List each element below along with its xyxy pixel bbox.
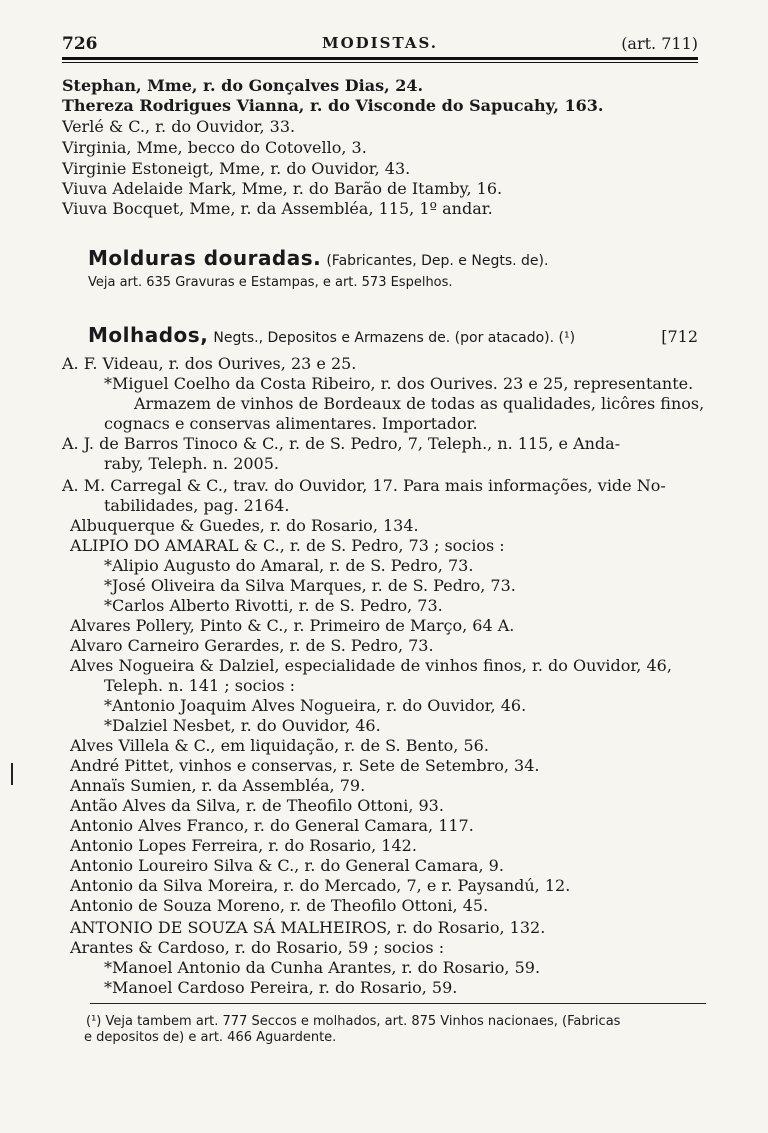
list-item: A. M. Carregal & C., trav. do Ouvidor, 17. Para mais informações, vide No-	[62, 476, 666, 495]
list-item: ALIPIO DO AMARAL & C., r. de S. Pedro, 73 ; socios :	[70, 536, 505, 555]
article-number: [712	[661, 327, 698, 346]
margin-mark	[11, 763, 13, 785]
list-item: Albuquerque & Guedes, r. do Rosario, 134.	[70, 516, 419, 535]
page-number: 726	[62, 34, 98, 54]
list-item: cognacs e conservas alimentares. Importador.	[104, 414, 478, 433]
list-item: *Dalziel Nesbet, r. do Ouvidor, 46.	[104, 716, 381, 735]
list-item: *Miguel Coelho da Costa Ribeiro, r. dos Ourives. 23 e 25, representante.	[104, 374, 694, 393]
list-item: tabilidades, pag. 2164.	[104, 496, 290, 515]
list-item: Antonio da Silva Moreira, r. do Mercado, 7, e r. Paysandú, 12.	[70, 876, 571, 895]
list-item: Alvaro Carneiro Gerardes, r. de S. Pedro, 73.	[70, 636, 434, 655]
list-item: Annaïs Sumien, r. da Assembléa, 79.	[70, 776, 366, 795]
list-item: *Manoel Antonio da Cunha Arantes, r. do Rosario, 59.	[104, 958, 541, 977]
header-rule	[62, 57, 698, 60]
section-heading: Molduras douradas.	[88, 246, 322, 270]
section-subtitle: Negts., Depositos e Armazens de. (por atacado). (¹)	[213, 330, 576, 346]
footnote-rule	[90, 1003, 706, 1004]
list-item: Viuva Adelaide Mark, Mme, r. do Barão de Itamby, 16.	[62, 179, 503, 198]
section-heading: Molhados,	[88, 323, 209, 347]
header-article-ref: (art. 711)	[621, 34, 698, 53]
list-item: raby, Teleph. n. 2005.	[104, 454, 279, 473]
list-item: Antonio Lopes Ferreira, r. do Rosario, 142.	[70, 836, 417, 855]
list-item: Alves Villela & C., em liquidação, r. de S. Bento, 56.	[70, 736, 489, 755]
header-rule-thin	[62, 62, 698, 63]
list-item: *Antonio Joaquim Alves Nogueira, r. do Ouvidor, 46.	[104, 696, 527, 715]
footnote-continuation: e depositos de) e art. 466 Aguardente.	[84, 1030, 337, 1045]
list-item: A. J. de Barros Tinoco & C., r. de S. Pedro, 7, Teleph., n. 115, e Anda-	[62, 434, 621, 453]
section-subtitle: (Fabricantes, Dep. e Negts. de).	[326, 253, 549, 269]
page-title: MODISTAS.	[321, 34, 439, 52]
list-item: ANTONIO DE SOUZA SÁ MALHEIROS, r. do Rosario, 132.	[70, 918, 546, 937]
list-item: Armazem de vinhos de Bordeaux de todas as qualidades, licôres finos,	[134, 394, 705, 413]
section-molhados	[88, 325, 575, 348]
list-item: Stephan, Mme, r. do Gonçalves Dias, 24.	[62, 76, 424, 95]
list-item: *José Oliveira da Silva Marques, r. de S. Pedro, 73.	[104, 576, 516, 595]
list-item: Virginia, Mme, becco do Cotovello, 3.	[62, 138, 367, 157]
page-header	[62, 30, 698, 56]
see-also-note: Veja art. 635 Gravuras e Estampas, e art. 573 Espelhos.	[88, 275, 453, 290]
section-molduras	[88, 248, 548, 271]
list-item: Verlé & C., r. do Ouvidor, 33.	[62, 117, 296, 136]
list-item: *Alipio Augusto do Amaral, r. de S. Pedro, 73.	[104, 556, 474, 575]
list-item: *Carlos Alberto Rivotti, r. de S. Pedro, 73.	[104, 596, 443, 615]
list-item: Teleph. n. 141 ; socios :	[104, 676, 296, 695]
list-item: Viuva Bocquet, Mme, r. da Assembléa, 115, 1º andar.	[62, 199, 493, 218]
list-item: Antonio Loureiro Silva & C., r. do General Camara, 9.	[70, 856, 504, 875]
list-item: *Manoel Cardoso Pereira, r. do Rosario, 59.	[104, 978, 458, 997]
footnote: (¹) Veja tambem art. 777 Seccos e molhados, art. 875 Vinhos nacionaes, (Fabricas	[86, 1014, 621, 1029]
list-item: Virginie Estoneigt, Mme, r. do Ouvidor, 43.	[62, 159, 411, 178]
list-item: A. F. Videau, r. dos Ourives, 23 e 25.	[62, 354, 357, 373]
list-item: Arantes & Cardoso, r. do Rosario, 59 ; socios :	[70, 938, 445, 957]
list-item: Alves Nogueira & Dalziel, especialidade de vinhos finos, r. do Ouvidor, 46,	[70, 656, 672, 675]
list-item: André Pittet, vinhos e conservas, r. Sete de Setembro, 34.	[70, 756, 540, 775]
list-item: Antonio Alves Franco, r. do General Camara, 117.	[70, 816, 474, 835]
list-item: Antonio de Souza Moreno, r. de Theofilo Ottoni, 45.	[70, 896, 489, 915]
list-item: Alvares Pollery, Pinto & C., r. Primeiro de Março, 64 A.	[70, 616, 515, 635]
list-item: Antão Alves da Silva, r. de Theofilo Ottoni, 93.	[70, 796, 444, 815]
list-item: Thereza Rodrigues Vianna, r. do Visconde do Sapucahy, 163.	[62, 96, 604, 115]
